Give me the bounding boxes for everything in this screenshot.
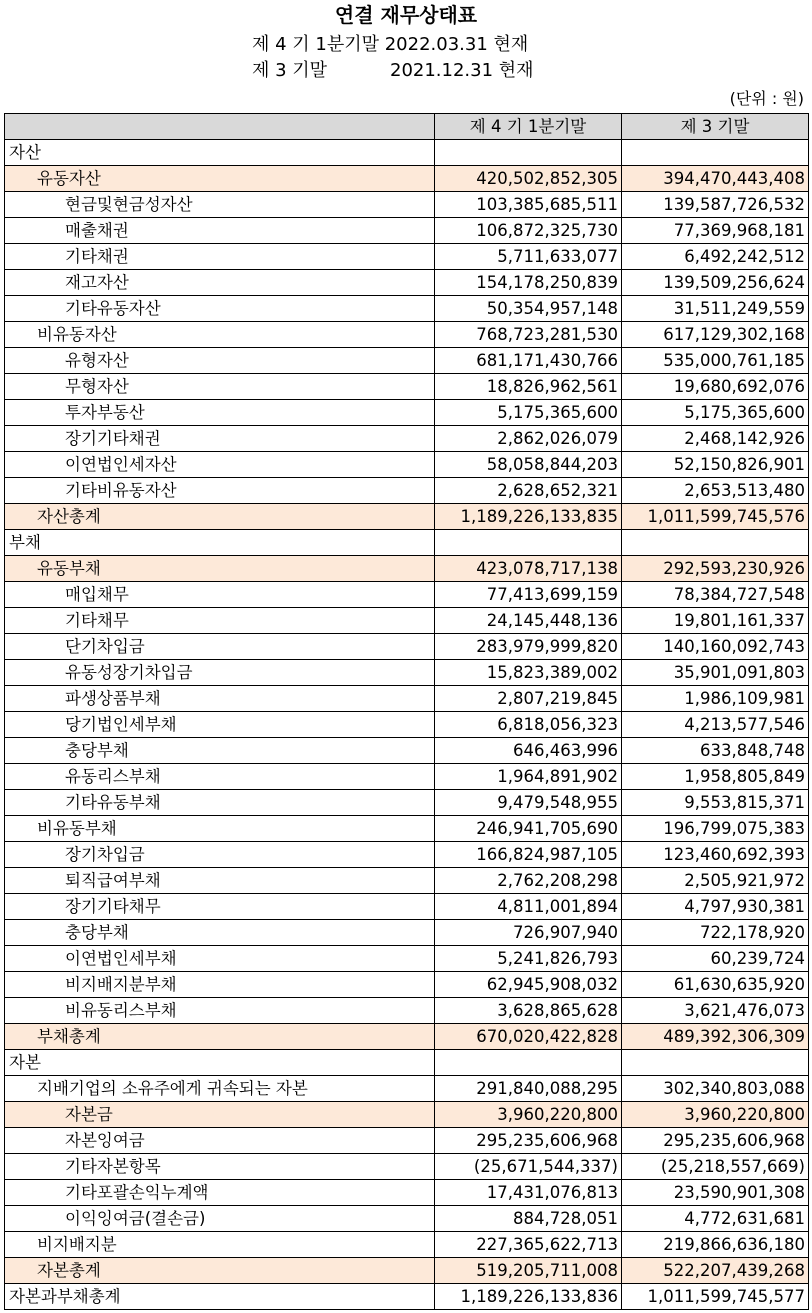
table-row xyxy=(5,556,809,582)
row-label: 자산총계 xyxy=(5,504,435,530)
table-row xyxy=(5,764,809,790)
current-period-value: 227,365,622,713 xyxy=(435,1232,622,1258)
table-row xyxy=(5,816,809,842)
row-label: 자본금 xyxy=(5,1102,435,1128)
prior-period-value: 139,509,256,624 xyxy=(622,270,809,296)
table-row xyxy=(5,894,809,920)
current-period-value: (25,671,544,337) xyxy=(435,1154,622,1180)
table-row xyxy=(5,998,809,1024)
current-period-value: 646,463,996 xyxy=(435,738,622,764)
row-label: 장기기타채무 xyxy=(5,894,435,920)
prior-period-value: 140,160,092,743 xyxy=(622,634,809,660)
current-period-value: 154,178,250,839 xyxy=(435,270,622,296)
prior-period-value: 535,000,761,185 xyxy=(622,348,809,374)
row-label: 충당부채 xyxy=(5,738,435,764)
row-label: 기타유동자산 xyxy=(5,296,435,322)
table-row xyxy=(5,1180,809,1206)
row-label: 무형자산 xyxy=(5,374,435,400)
row-label: 유동리스부채 xyxy=(5,764,435,790)
prior-period-value: 35,901,091,803 xyxy=(622,660,809,686)
table-row xyxy=(5,166,809,192)
table-row xyxy=(5,1154,809,1180)
table-row xyxy=(5,686,809,712)
prior-period-value: 78,384,727,548 xyxy=(622,582,809,608)
prior-period-value xyxy=(622,1050,809,1076)
current-period-value: 1,964,891,902 xyxy=(435,764,622,790)
current-period-value: 106,872,325,730 xyxy=(435,218,622,244)
table-row xyxy=(5,374,809,400)
prior-period-value: 77,369,968,181 xyxy=(622,218,809,244)
table-row xyxy=(5,244,809,270)
current-period-value: 3,628,865,628 xyxy=(435,998,622,1024)
row-label: 단기차입금 xyxy=(5,634,435,660)
prior-period-value: 295,235,606,968 xyxy=(622,1128,809,1154)
prior-period-value: 6,492,242,512 xyxy=(622,244,809,270)
row-label: 자산 xyxy=(5,140,435,166)
row-label: 비지배지분 xyxy=(5,1232,435,1258)
row-label: 기타자본항목 xyxy=(5,1154,435,1180)
prior-period-value: 60,239,724 xyxy=(622,946,809,972)
table-header-row xyxy=(5,114,809,140)
row-label: 파생상품부채 xyxy=(5,686,435,712)
header-label-column xyxy=(5,114,435,140)
prior-period-value: 31,511,249,559 xyxy=(622,296,809,322)
table-row xyxy=(5,504,809,530)
prior-period-value: 394,470,443,408 xyxy=(622,166,809,192)
table-row xyxy=(5,218,809,244)
current-period-value: 18,826,962,561 xyxy=(435,374,622,400)
current-period-value: 24,145,448,136 xyxy=(435,608,622,634)
prior-period-value: 196,799,075,383 xyxy=(622,816,809,842)
table-row xyxy=(5,140,809,166)
row-label: 비유동리스부채 xyxy=(5,998,435,1024)
table-row xyxy=(5,1128,809,1154)
row-label: 자본잉여금 xyxy=(5,1128,435,1154)
table-row xyxy=(5,1050,809,1076)
table-row xyxy=(5,452,809,478)
current-period-value: 2,807,219,845 xyxy=(435,686,622,712)
table-row xyxy=(5,972,809,998)
table-row xyxy=(5,478,809,504)
table-row xyxy=(5,1206,809,1232)
current-period-value: 246,941,705,690 xyxy=(435,816,622,842)
row-label: 비유동부채 xyxy=(5,816,435,842)
table-row xyxy=(5,712,809,738)
prior-period-value: 2,468,142,926 xyxy=(622,426,809,452)
table-row xyxy=(5,738,809,764)
row-label: 지배기업의 소유주에게 귀속되는 자본 xyxy=(5,1076,435,1102)
table-row xyxy=(5,582,809,608)
row-label: 당기법인세부채 xyxy=(5,712,435,738)
current-period-value: 2,862,026,079 xyxy=(435,426,622,452)
table-row xyxy=(5,322,809,348)
prior-period-value: 4,797,930,381 xyxy=(622,894,809,920)
table-row xyxy=(5,920,809,946)
prior-period-value: 4,772,631,681 xyxy=(622,1206,809,1232)
current-period-value: 519,205,711,008 xyxy=(435,1258,622,1284)
current-period-value: 884,728,051 xyxy=(435,1206,622,1232)
prior-period-value: 139,587,726,532 xyxy=(622,192,809,218)
row-label: 매출채권 xyxy=(5,218,435,244)
prior-period-value: 522,207,439,268 xyxy=(622,1258,809,1284)
row-label: 유동부채 xyxy=(5,556,435,582)
table-row xyxy=(5,1024,809,1050)
row-label: 기타비유동자산 xyxy=(5,478,435,504)
current-period-value: 58,058,844,203 xyxy=(435,452,622,478)
prior-period-value: 617,129,302,168 xyxy=(622,322,809,348)
row-label: 비지배지분부채 xyxy=(5,972,435,998)
table-row xyxy=(5,842,809,868)
balance-sheet-table xyxy=(4,113,809,1310)
row-label: 기타채무 xyxy=(5,608,435,634)
current-period-value: 15,823,389,002 xyxy=(435,660,622,686)
table-row xyxy=(5,1232,809,1258)
row-label: 자본과부채총계 xyxy=(5,1284,435,1310)
prior-period-value: 2,653,513,480 xyxy=(622,478,809,504)
row-label: 비유동자산 xyxy=(5,322,435,348)
row-label: 재고자산 xyxy=(5,270,435,296)
header-current-period: 제 4 기 1분기말 xyxy=(435,114,622,140)
current-period-value: 5,241,826,793 xyxy=(435,946,622,972)
row-label: 투자부동산 xyxy=(5,400,435,426)
row-label: 자본총계 xyxy=(5,1258,435,1284)
prior-period-value: 52,150,826,901 xyxy=(622,452,809,478)
table-row xyxy=(5,1102,809,1128)
row-label: 유형자산 xyxy=(5,348,435,374)
prior-period-value: 292,593,230,926 xyxy=(622,556,809,582)
prior-period-value: 2,505,921,972 xyxy=(622,868,809,894)
prior-period-value: 9,553,815,371 xyxy=(622,790,809,816)
table-row xyxy=(5,1284,809,1310)
row-label: 자본 xyxy=(5,1050,435,1076)
current-period-value: 670,020,422,828 xyxy=(435,1024,622,1050)
prior-period-value: 633,848,748 xyxy=(622,738,809,764)
table-row xyxy=(5,946,809,972)
table-row xyxy=(5,192,809,218)
prior-period-value: 4,213,577,546 xyxy=(622,712,809,738)
prior-period-value: 1,011,599,745,577 xyxy=(622,1284,809,1310)
row-label: 유동성장기차입금 xyxy=(5,660,435,686)
table-row xyxy=(5,868,809,894)
prior-period-value: 3,621,476,073 xyxy=(622,998,809,1024)
row-label: 매입채무 xyxy=(5,582,435,608)
row-label: 부채총계 xyxy=(5,1024,435,1050)
prior-period-value xyxy=(622,140,809,166)
row-label: 현금및현금성자산 xyxy=(5,192,435,218)
current-period-value xyxy=(435,140,622,166)
current-period-value: 2,628,652,321 xyxy=(435,478,622,504)
current-period-value: 283,979,999,820 xyxy=(435,634,622,660)
prior-period-value: 123,460,692,393 xyxy=(622,842,809,868)
current-period-value: 4,811,001,894 xyxy=(435,894,622,920)
table-row xyxy=(5,270,809,296)
current-period-value: 9,479,548,955 xyxy=(435,790,622,816)
prior-period-value: 19,801,161,337 xyxy=(622,608,809,634)
current-period-value: 166,824,987,105 xyxy=(435,842,622,868)
prior-period-value: 1,011,599,745,576 xyxy=(622,504,809,530)
current-period-value: 1,189,226,133,835 xyxy=(435,504,622,530)
prior-period-value xyxy=(622,530,809,556)
period-current-line: 제 4 기 1분기말 2022.03.31 현재 xyxy=(252,34,529,55)
prior-period-value: 61,630,635,920 xyxy=(622,972,809,998)
prior-period-value: 3,960,220,800 xyxy=(622,1102,809,1128)
current-period-value: 77,413,699,159 xyxy=(435,582,622,608)
row-label: 기타유동부채 xyxy=(5,790,435,816)
current-period-value: 768,723,281,530 xyxy=(435,322,622,348)
prior-period-value: 1,986,109,981 xyxy=(622,686,809,712)
header-prior-period: 제 3 기말 xyxy=(622,114,809,140)
table-row xyxy=(5,790,809,816)
current-period-value: 681,171,430,766 xyxy=(435,348,622,374)
table-row xyxy=(5,426,809,452)
row-label: 장기기타채권 xyxy=(5,426,435,452)
current-period-value: 17,431,076,813 xyxy=(435,1180,622,1206)
current-period-value: 3,960,220,800 xyxy=(435,1102,622,1128)
current-period-value: 5,711,633,077 xyxy=(435,244,622,270)
statement-title: 연결 재무상태표 xyxy=(334,3,478,27)
table-row xyxy=(5,660,809,686)
current-period-value: 103,385,685,511 xyxy=(435,192,622,218)
current-period-value: 6,818,056,323 xyxy=(435,712,622,738)
current-period-value: 62,945,908,032 xyxy=(435,972,622,998)
prior-period-value: 722,178,920 xyxy=(622,920,809,946)
period-prior-line: 제 3 기말 2021.12.31 현재 xyxy=(252,60,534,81)
row-label: 유동자산 xyxy=(5,166,435,192)
row-label: 부채 xyxy=(5,530,435,556)
prior-period-value: 1,958,805,849 xyxy=(622,764,809,790)
row-label: 충당부채 xyxy=(5,920,435,946)
table-row xyxy=(5,348,809,374)
current-period-value: 295,235,606,968 xyxy=(435,1128,622,1154)
current-period-value: 50,354,957,148 xyxy=(435,296,622,322)
prior-period-value: 489,392,306,309 xyxy=(622,1024,809,1050)
current-period-value xyxy=(435,1050,622,1076)
table-row xyxy=(5,1076,809,1102)
table-row xyxy=(5,608,809,634)
table-row xyxy=(5,296,809,322)
row-label: 기타채권 xyxy=(5,244,435,270)
row-label: 퇴직급여부채 xyxy=(5,868,435,894)
current-period-value: 2,762,208,298 xyxy=(435,868,622,894)
current-period-value: 291,840,088,295 xyxy=(435,1076,622,1102)
row-label: 장기차입금 xyxy=(5,842,435,868)
prior-period-value: 19,680,692,076 xyxy=(622,374,809,400)
prior-period-value: (25,218,557,669) xyxy=(622,1154,809,1180)
prior-period-value: 5,175,365,600 xyxy=(622,400,809,426)
unit-label: (단위 : 원) xyxy=(729,89,804,108)
current-period-value: 726,907,940 xyxy=(435,920,622,946)
prior-period-value: 23,590,901,308 xyxy=(622,1180,809,1206)
row-label: 이익잉여금(결손금) xyxy=(5,1206,435,1232)
prior-period-value: 219,866,636,180 xyxy=(622,1232,809,1258)
row-label: 이연법인세부채 xyxy=(5,946,435,972)
prior-period-value: 302,340,803,088 xyxy=(622,1076,809,1102)
current-period-value: 423,078,717,138 xyxy=(435,556,622,582)
current-period-value: 420,502,852,305 xyxy=(435,166,622,192)
current-period-value: 5,175,365,600 xyxy=(435,400,622,426)
row-label: 기타포괄손익누계액 xyxy=(5,1180,435,1206)
table-row xyxy=(5,400,809,426)
table-row xyxy=(5,530,809,556)
table-row xyxy=(5,1258,809,1284)
current-period-value xyxy=(435,530,622,556)
row-label: 이연법인세자산 xyxy=(5,452,435,478)
table-row xyxy=(5,634,809,660)
current-period-value: 1,189,226,133,836 xyxy=(435,1284,622,1310)
